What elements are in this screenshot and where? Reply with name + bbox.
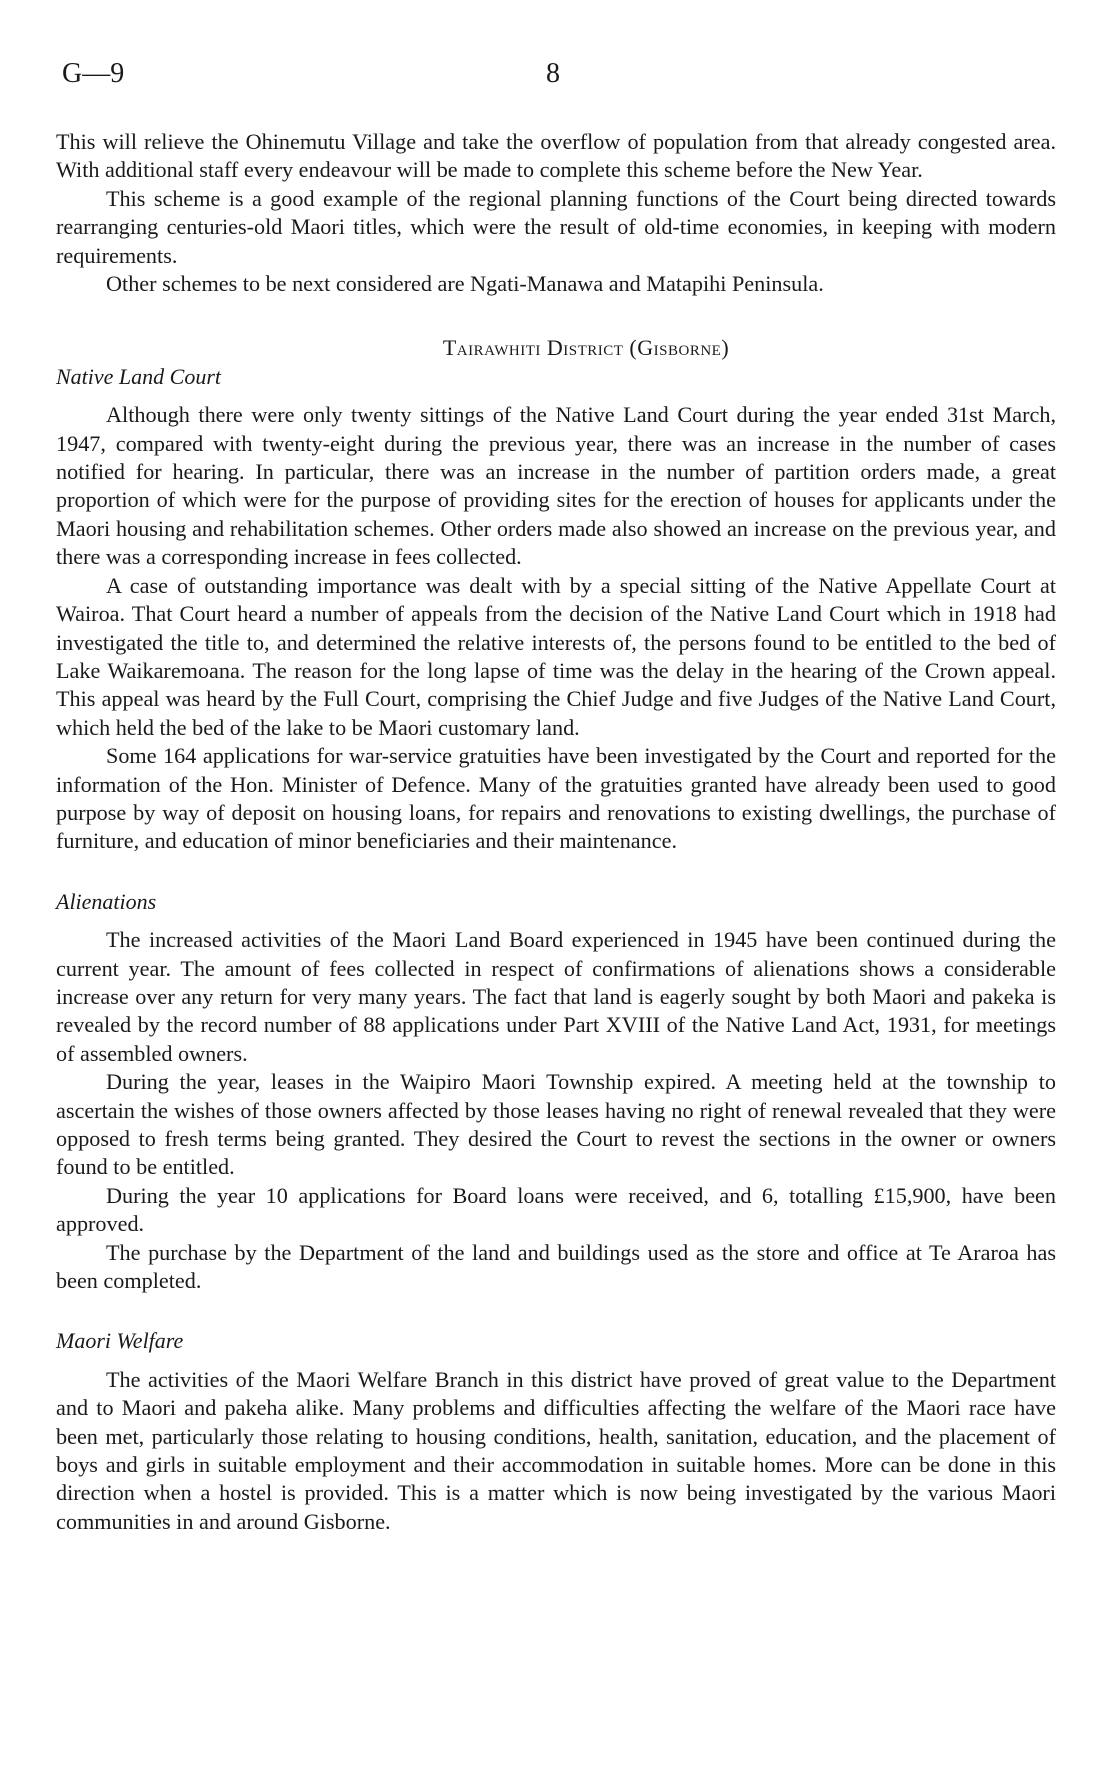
- paragraph: Some 164 applications for war-service gratuities have been investigated by the Court and reported for the information of the Hon. Minister of Defence. Many of the gratuities granted have already been used to good purpose by way of deposit on housing loans, for repairs and renovations to existing dwellings, the purchase of furniture, and education of minor beneficiaries and their maintenance.: [56, 743, 1056, 854]
- alienations-section: [56, 888, 1056, 1296]
- paragraph: Other schemes to be next considered are Ngati-Manawa and Matapihi Peninsula.: [106, 271, 824, 297]
- paragraph: The increased activities of the Maori Land Board experienced in 1945 have been continued during the current year. The amount of fees collected in respect of confirmations of alienations shows a considerable increase over any return for very many years. The fact that land is eagerly sought by both Maori and pakeka is revealed by the record number of 88 applications under Part XVIII of the Native Land Act, 1931, for meetings of assembled owners.: [56, 927, 1056, 1066]
- maori-welfare-section: [56, 1327, 1056, 1536]
- paragraph: A case of outstanding importance was dealt with by a special sitting of the Native Appellate Court at Wairoa. That Court heard a number of appeals from the decision of the Native Land Court which in 1918 had investigated the title to, and determined the relative interests of, the persons found to be entitled to the bed of Lake Waikaremoana. The reason for the long lapse of time was the delay in the hearing of the Crown appeal. This appeal was heard by the Full Court, comprising the Chief Judge and five Judges of the Native Land Court, which held the bed of the lake to be Maori customary land.: [56, 572, 1056, 740]
- document-page: [56, 58, 1056, 1536]
- paragraph: The purchase by the Department of the land and buildings used as the store and office at Te Araroa has been completed.: [56, 1239, 1056, 1294]
- native-land-court-section: [56, 363, 1056, 856]
- paragraph: During the year 10 applications for Board loans were received, and 6, totalling £15,900, have been approved.: [56, 1182, 1056, 1237]
- section-heading: Native Land Court: [56, 363, 222, 389]
- paragraph: Although there were only twenty sittings of the Native Land Court during the year ended 31st March, 1947, compared with twenty-eight during the previous year, there was an increase in the number of cases notified for hearing. In particular, there was an increase in the number of partition orders made, a great proportion of which were for the purpose of providing sites for the erection of houses for applicants under the Maori housing and rehabilitation schemes. Other orders made also showed an increase on the previous year, and there was a corresponding increase in fees collected.: [56, 402, 1056, 570]
- intro-section: [56, 128, 1056, 298]
- page-header: [56, 58, 1056, 98]
- document-reference: G—9: [62, 58, 125, 89]
- page-number: 8: [546, 58, 560, 89]
- document-body: [56, 128, 1056, 1536]
- section-heading: Alienations: [56, 888, 157, 914]
- section-heading: Maori Welfare: [56, 1328, 184, 1354]
- paragraph: This will relieve the Ohinemutu Village and take the overflow of population from that already congested area. With additional staff every endeavour will be made to complete this scheme before the New Year.: [56, 129, 1056, 183]
- paragraph: This scheme is a good example of the regional planning functions of the Court being directed towards rearranging centuries-old Maori titles, which were the result of old-time economies, in keeping with modern requirements.: [56, 185, 1056, 268]
- paragraph: The activities of the Maori Welfare Branch in this district have proved of great value to the Department and to Maori and pakeha alike. Many problems and difficulties affecting the welfare of the Maori race have been met, particularly those relating to housing conditions, health, sanitation, education, and the placement of boys and girls in suitable employment and their accommodation in suitable homes. More can be done in this direction when a hostel is provided. This is a matter which is now being investigated by the various Maori communities in and around Gisborne.: [56, 1366, 1056, 1534]
- paragraph: During the year, leases in the Waipiro Maori Township expired. A meeting held at the township to ascertain the wishes of those owners affected by those leases having no right of renewal revealed that they were opposed to fresh terms being granted. They desired the Court to revest the sections in the owner or owners found to be entitled.: [56, 1069, 1056, 1180]
- district-heading: Tairawhiti District (Gisborne): [442, 335, 730, 361]
